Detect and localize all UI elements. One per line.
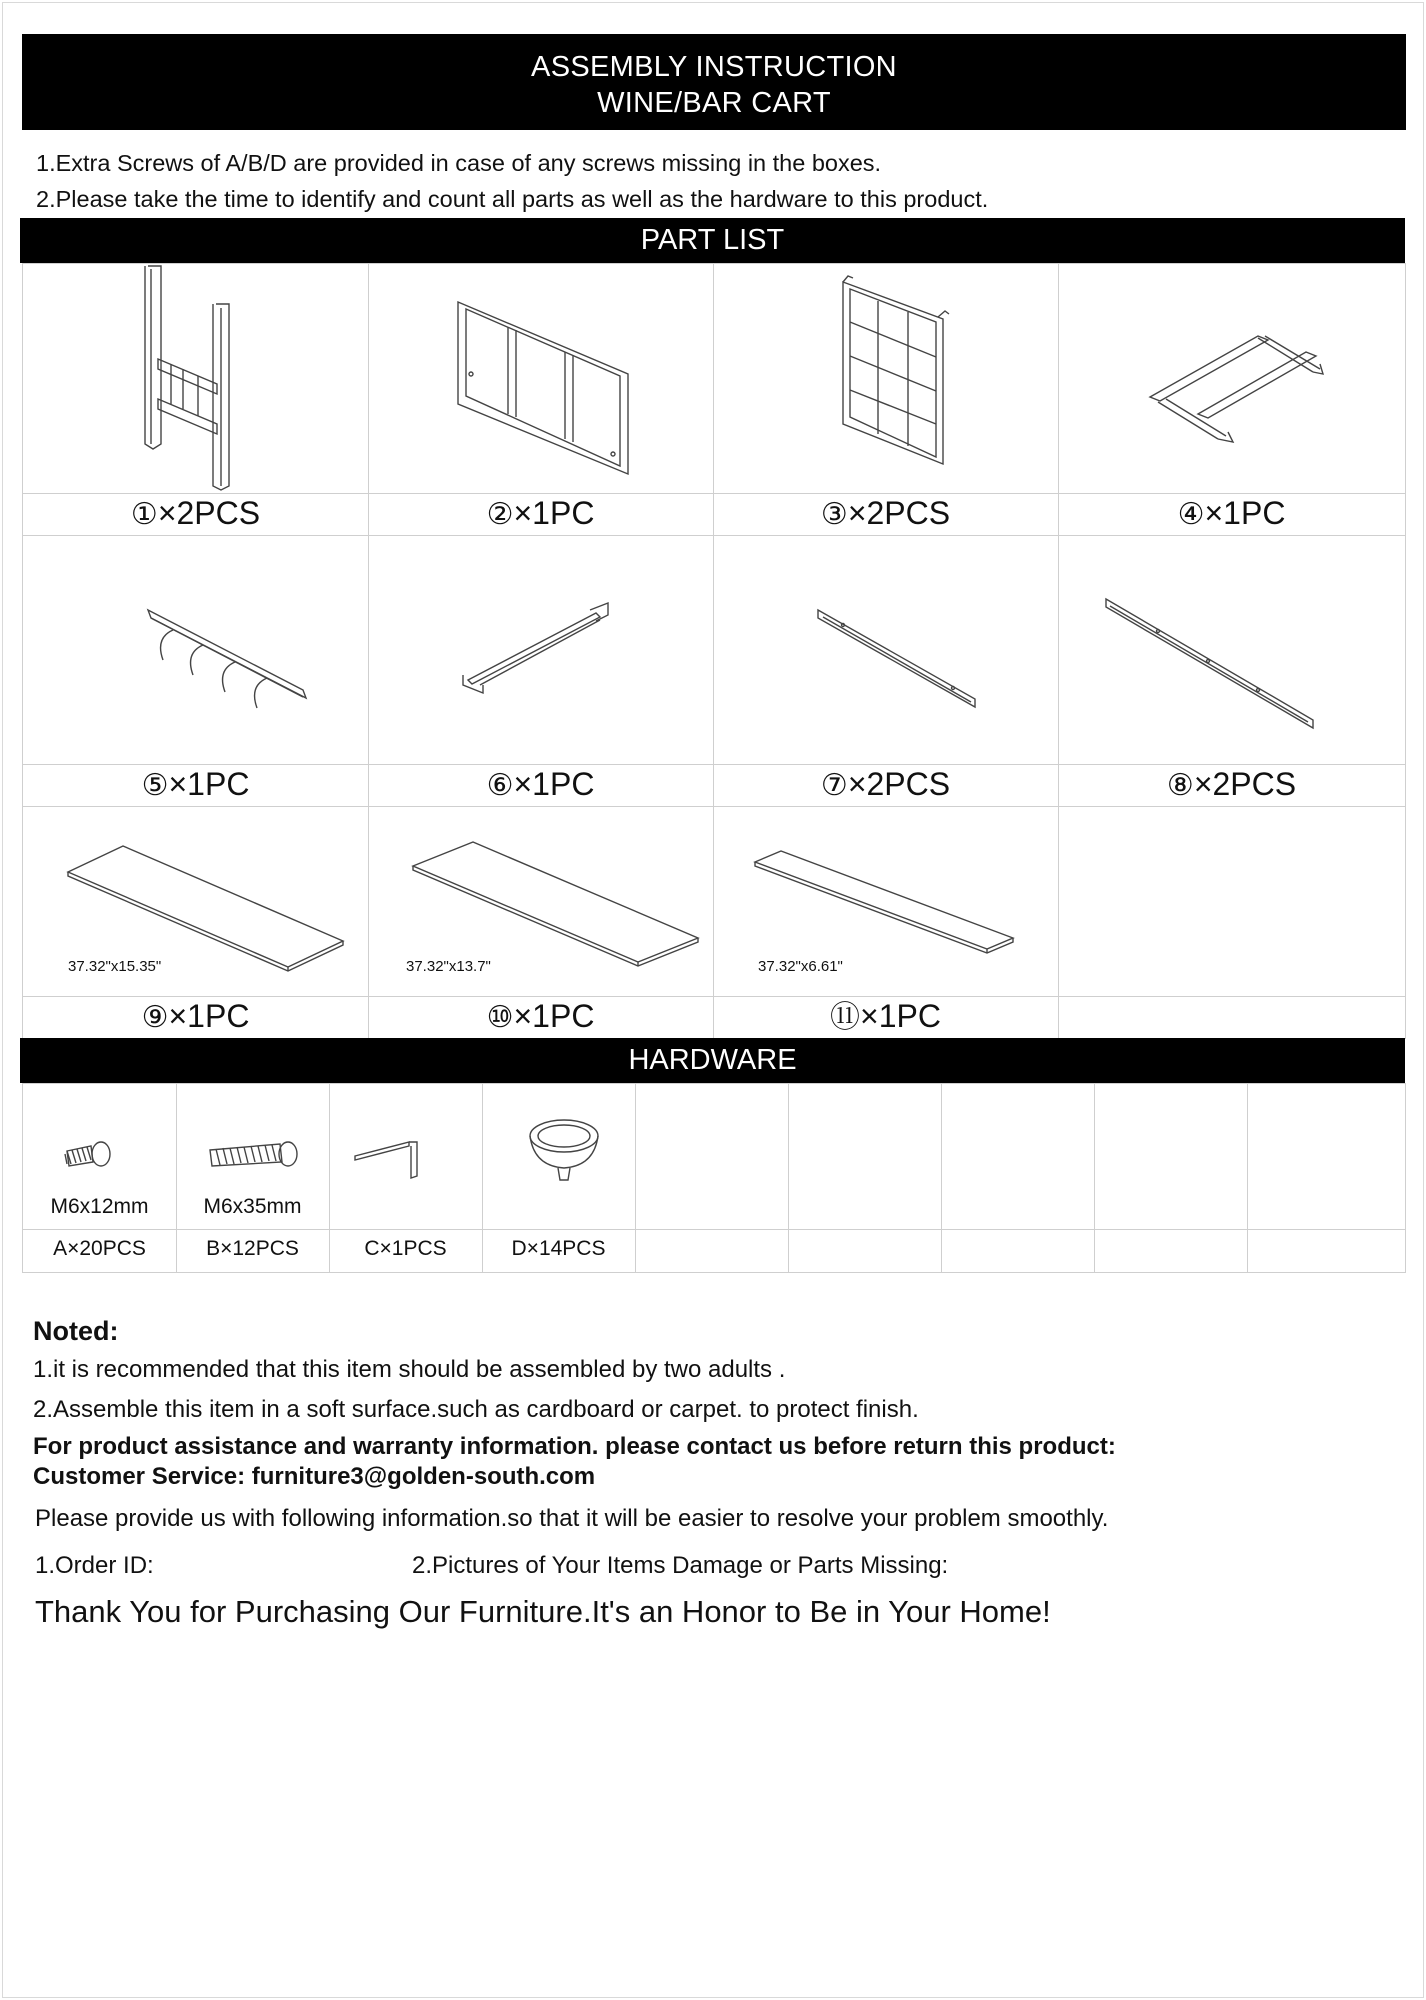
- part-11-image-cell: [713, 806, 1059, 997]
- header-title: ASSEMBLY INSTRUCTION: [531, 51, 897, 83]
- part-5-image-cell: [23, 535, 369, 765]
- hardware-a-size: M6x12mm: [50, 1195, 149, 1218]
- part-list-grid: [22, 263, 1406, 1039]
- empty-cell: [1058, 806, 1406, 997]
- part-11-qty: ⑪×1PC: [713, 996, 1059, 1039]
- empty-cell: [1247, 1229, 1406, 1273]
- glass-holder-icon: [368, 535, 714, 765]
- part-1-qty: ①×2PCS: [23, 493, 369, 536]
- hardware-c-cell: [329, 1084, 483, 1230]
- note-line-3: Please provide us with following information.so that it will be easier to resolve your problem smoothly.: [35, 1505, 1109, 1532]
- part-9-dimensions: 37.32"x15.35": [68, 958, 162, 975]
- long-screw-icon: [176, 1084, 330, 1194]
- hardware-d-qty: D×14PCS: [482, 1229, 636, 1273]
- part-9-image-cell: [23, 806, 369, 997]
- empty-cell: [635, 1084, 789, 1230]
- short-rail-icon: [713, 535, 1059, 765]
- part-2-image-cell: [368, 264, 714, 494]
- note-line-2: 2.Assemble this item in a soft surface.such as cardboard or carpet. to protect finish.: [33, 1396, 919, 1423]
- empty-cell: [941, 1229, 1095, 1273]
- hardware-a-qty: A×20PCS: [23, 1229, 177, 1273]
- empty-cell: [788, 1084, 942, 1230]
- part-10-dimensions: 37.32"x13.7": [406, 958, 491, 975]
- notes-title: Noted:: [33, 1316, 119, 1346]
- part-1-image-cell: [23, 264, 369, 494]
- cam-lock-icon: [482, 1084, 636, 1194]
- empty-cell: [941, 1084, 1095, 1230]
- part-2-qty: ②×1PC: [368, 493, 714, 536]
- hardware-b-cell: [176, 1084, 330, 1230]
- part-list-heading: PART LIST: [20, 218, 1405, 263]
- part-4-image-cell: [1058, 264, 1406, 494]
- document-header: [22, 34, 1406, 130]
- header-subtitle: WINE/BAR CART: [597, 87, 831, 119]
- warranty-info: For product assistance and warranty information. please contact us before return this product:: [33, 1433, 1116, 1460]
- note-line-1: 1.it is recommended that this item should be assembled by two adults .: [33, 1356, 786, 1383]
- empty-cell: [1094, 1084, 1248, 1230]
- hook-bar-icon: [23, 535, 369, 765]
- hardware-d-cell: [482, 1084, 636, 1230]
- glass-rack-icon: [1058, 264, 1406, 494]
- frame-side-icon: [23, 264, 369, 494]
- empty-cell: [1058, 996, 1406, 1039]
- hardware-a-cell: [23, 1084, 177, 1230]
- part-3-image-cell: [713, 264, 1059, 494]
- part-5-qty: ⑤×1PC: [23, 764, 369, 807]
- part-10-image-cell: [368, 806, 714, 997]
- empty-cell: [635, 1229, 789, 1273]
- part-6-qty: ⑥×1PC: [368, 764, 714, 807]
- short-screw-icon: [23, 1084, 177, 1194]
- pictures-label: 2.Pictures of Your Items Damage or Parts Missing:: [412, 1552, 949, 1579]
- empty-cell: [1247, 1084, 1406, 1230]
- empty-cell: [1094, 1229, 1248, 1273]
- thank-you-message: Thank You for Purchasing Our Furniture.It's an Honor to Be in Your Home!: [35, 1594, 1051, 1629]
- empty-cell: [788, 1229, 942, 1273]
- part-7-image-cell: [713, 535, 1059, 765]
- part-9-qty: ⑨×1PC: [23, 996, 369, 1039]
- part-7-qty: ⑦×2PCS: [713, 764, 1059, 807]
- hardware-grid: [22, 1083, 1406, 1273]
- order-id-label: 1.Order ID:: [35, 1552, 154, 1579]
- hardware-b-size: M6x35mm: [203, 1195, 302, 1218]
- part-10-qty: ⑩×1PC: [368, 996, 714, 1039]
- part-3-qty: ③×2PCS: [713, 493, 1059, 536]
- customer-service-email: Customer Service: furniture3@golden-south.com: [33, 1463, 596, 1490]
- hardware-c-qty: C×1PCS: [329, 1229, 483, 1273]
- part-8-qty: ⑧×2PCS: [1058, 764, 1406, 807]
- part-11-dimensions: 37.32"x6.61": [758, 958, 843, 975]
- allen-key-icon: [329, 1084, 483, 1194]
- part-8-image-cell: [1058, 535, 1406, 765]
- frame-panel-3-icon: [368, 264, 714, 494]
- long-rail-icon: [1058, 535, 1406, 765]
- hardware-b-qty: B×12PCS: [176, 1229, 330, 1273]
- part-6-image-cell: [368, 535, 714, 765]
- intro-line-2: 2.Please take the time to identify and count all parts as well as the hardware to this product.: [36, 186, 989, 212]
- hardware-heading: HARDWARE: [20, 1038, 1405, 1083]
- grid-panel-icon: [713, 264, 1059, 494]
- intro-line-1: 1.Extra Screws of A/B/D are provided in case of any screws missing in the boxes.: [36, 150, 882, 176]
- part-4-qty: ④×1PC: [1058, 493, 1406, 536]
